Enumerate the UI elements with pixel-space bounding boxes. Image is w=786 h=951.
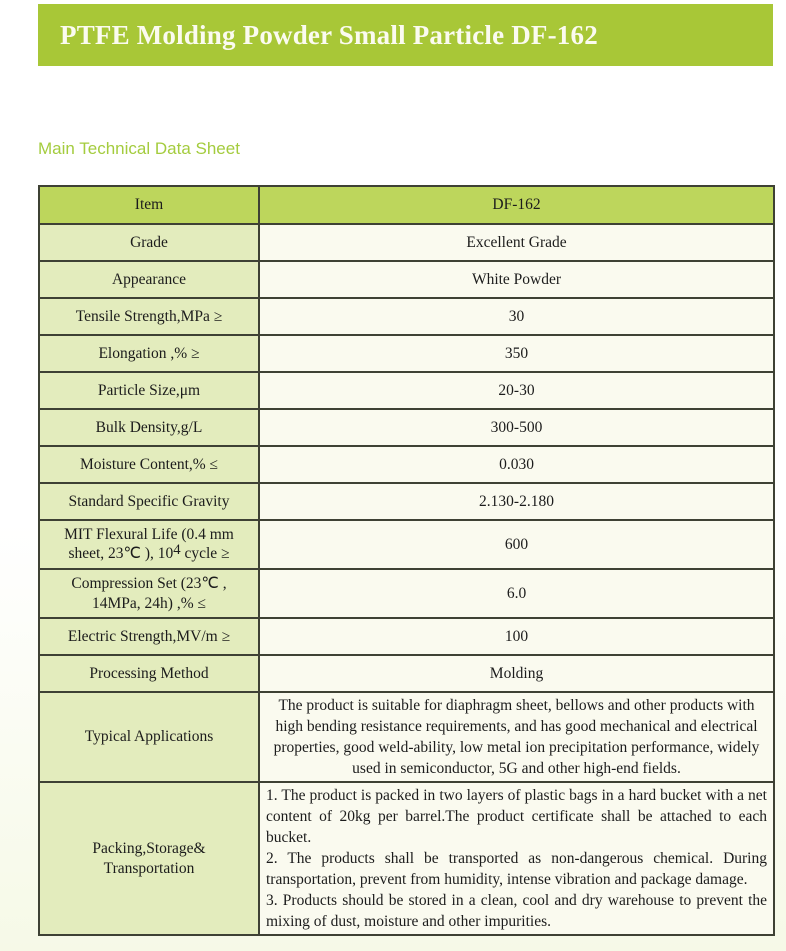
row-value: 100 xyxy=(259,618,774,655)
table-row-bulk-density xyxy=(39,409,774,446)
table-row-tensile-strength xyxy=(39,298,774,335)
row-value: The product is suitable for diaphragm sheet, bellows and other products with high bending resistance requirements, and has good mechanical and electrical properties, good weld-ability, low metal ion precipitation performance, widely used in semiconductor, 5G and other high-end fields. xyxy=(259,692,774,782)
header-cell-product: DF-162 xyxy=(259,186,774,224)
header-cell-item: Item xyxy=(39,186,259,224)
row-value: 2.130-2.180 xyxy=(259,483,774,520)
row-value: 30 xyxy=(259,298,774,335)
row-label: Bulk Density,g/L xyxy=(39,409,259,446)
table-row-processing-method xyxy=(39,655,774,692)
row-label: Processing Method xyxy=(39,655,259,692)
row-label: Elongation ,% ≥ xyxy=(39,335,259,372)
table-row-grade xyxy=(39,224,774,261)
row-label: Particle Size,μm xyxy=(39,372,259,409)
row-value: 6.0 xyxy=(259,569,774,618)
packing-line-2: 2. The products shall be transported as non-dangerous chemical. During transportation, prevent from humidity, intense vibration and package damage. xyxy=(266,850,767,888)
mit-label-pre: MIT Flexural Life (0.4 mm sheet, 23℃ ), 10 xyxy=(64,526,234,563)
packing-line-3: 3. Products should be stored in a clean, cool and dry warehouse to prevent the mixing of dust, moisture and other impurities. xyxy=(266,892,767,930)
row-label: Tensile Strength,MPa ≥ xyxy=(39,298,259,335)
row-label: Grade xyxy=(39,224,259,261)
row-label xyxy=(39,520,259,569)
table-row-electric-strength xyxy=(39,618,774,655)
technical-data-table xyxy=(38,185,775,936)
product-title-banner xyxy=(38,4,773,66)
table-row-typical-applications xyxy=(39,692,774,782)
table-row-elongation xyxy=(39,335,774,372)
row-value: 350 xyxy=(259,335,774,372)
row-label: Electric Strength,MV/m ≥ xyxy=(39,618,259,655)
section-heading: Main Technical Data Sheet xyxy=(38,139,240,158)
table-row-compression-set xyxy=(39,569,774,618)
table-row-mit-flexural-life xyxy=(39,520,774,569)
table-row-appearance xyxy=(39,261,774,298)
table-row-moisture-content xyxy=(39,446,774,483)
mit-label-post: cycle ≥ xyxy=(180,545,230,563)
row-label: Appearance xyxy=(39,261,259,298)
row-value: 20-30 xyxy=(259,372,774,409)
mit-label-superscript: 4 xyxy=(173,542,181,559)
table-header-row xyxy=(39,186,774,224)
row-value: 0.030 xyxy=(259,446,774,483)
row-label: Typical Applications xyxy=(39,692,259,782)
table-row-particle-size xyxy=(39,372,774,409)
table-row-packing-storage xyxy=(39,782,774,935)
packing-line-1: 1. The product is packed in two layers of plastic bags in a hard bucket with a net content of 20kg per barrel.The product certificate shall be attached to each bucket. xyxy=(266,787,767,846)
row-label: Standard Specific Gravity xyxy=(39,483,259,520)
row-value xyxy=(259,782,774,935)
row-label: Packing,Storage& Transportation xyxy=(39,782,259,935)
product-title: PTFE Molding Powder Small Particle DF-162 xyxy=(60,19,598,50)
row-value: 600 xyxy=(259,520,774,569)
row-value: White Powder xyxy=(259,261,774,298)
row-value: Excellent Grade xyxy=(259,224,774,261)
row-value: Molding xyxy=(259,655,774,692)
row-label: Moisture Content,% ≤ xyxy=(39,446,259,483)
row-label: Compression Set (23℃ , 14MPa, 24h) ,% ≤ xyxy=(39,569,259,618)
row-value: 300-500 xyxy=(259,409,774,446)
table-row-specific-gravity xyxy=(39,483,774,520)
